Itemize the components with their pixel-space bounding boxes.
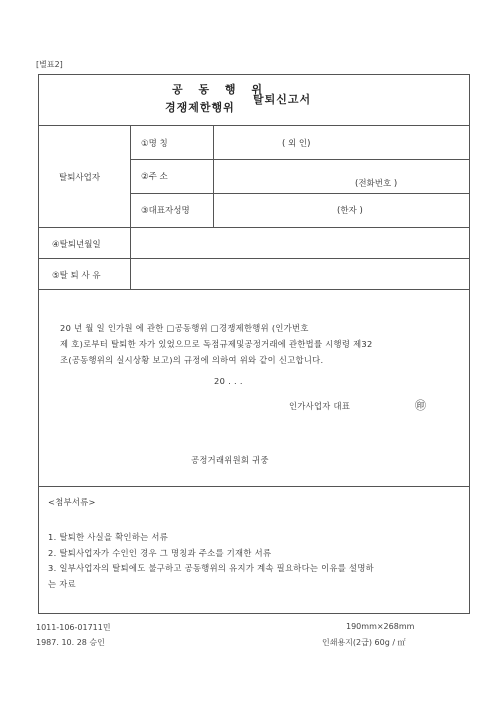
divider-date — [38, 258, 469, 259]
divider-name — [130, 159, 469, 160]
seal-icon: ㊞ — [415, 399, 426, 412]
label-representative: ③대표자성명 — [141, 206, 190, 216]
form-tag: [별표2] — [36, 60, 63, 69]
divider-attachments — [38, 486, 469, 487]
statement-line1: 20 년 월 일 인가원 에 관한 □공동행위 □경쟁제한행위 (인가번호 — [60, 323, 309, 333]
divider-col2 — [213, 125, 214, 227]
label-address: ②주 소 — [141, 172, 168, 182]
value-name[interactable]: ( 외 인) — [282, 139, 311, 149]
label-withdrawer: 탈퇴사업자 — [59, 173, 101, 183]
statement-date: 20 . . . — [214, 376, 243, 386]
title-line1: 공 동 행 위 — [172, 83, 268, 96]
title-main: 탈퇴신고서 — [253, 93, 312, 106]
divider-withdrawer — [38, 227, 469, 228]
divider-address — [130, 193, 469, 194]
attachment-item: 3. 일부사업자의 탈퇴에도 불구하고 공동행위의 유지가 계속 필요하다는 이유를 설명하 — [48, 563, 374, 573]
value-representative[interactable]: (한자 ) — [337, 206, 363, 216]
form-code: 1011-106-01711민 — [36, 623, 111, 632]
title-line2: 경쟁제한행위 — [165, 101, 235, 114]
attachments-heading: <첨부서류> — [48, 497, 96, 507]
signer-label: 인가사업자 대표 — [289, 401, 351, 411]
recipient: 공정거래위원회 귀중 — [191, 455, 269, 465]
statement-line2: 제 호)로부터 탈퇴한 자가 있었으므로 독점규제및공정거래에 관한법률 시행령 제32 — [60, 339, 373, 349]
divider-header — [38, 125, 469, 126]
paper-spec: 인쇄용지(2급) 60g / ㎡ — [322, 638, 406, 647]
approval-date: 1987. 10. 28 승인 — [36, 638, 105, 647]
value-phone[interactable]: (전화번호 ) — [355, 179, 398, 189]
attachments-list — [48, 530, 463, 592]
label-withdraw-date: ④탈퇴년월일 — [52, 240, 101, 250]
attachment-item: 1. 탈퇴한 사실을 확인하는 서류 — [48, 532, 169, 542]
statement-paragraph — [60, 320, 460, 368]
divider-reason — [38, 289, 469, 290]
paper-size: 190mm×268mm — [346, 622, 415, 631]
label-withdraw-reason: ⑤탈 퇴 사 유 — [52, 271, 101, 281]
statement-line3: 조(공동행위의 실시상황 보고)의 규정에 의하여 위와 같이 신고합니다. — [60, 355, 324, 365]
attachment-item: 는 자료 — [48, 578, 76, 589]
label-name: ①명 칭 — [141, 139, 168, 149]
attachment-item: 2. 탈퇴사업자가 수인인 경우 그 명칭과 주소를 기재한 서류 — [48, 547, 272, 558]
divider-col1 — [130, 125, 131, 289]
